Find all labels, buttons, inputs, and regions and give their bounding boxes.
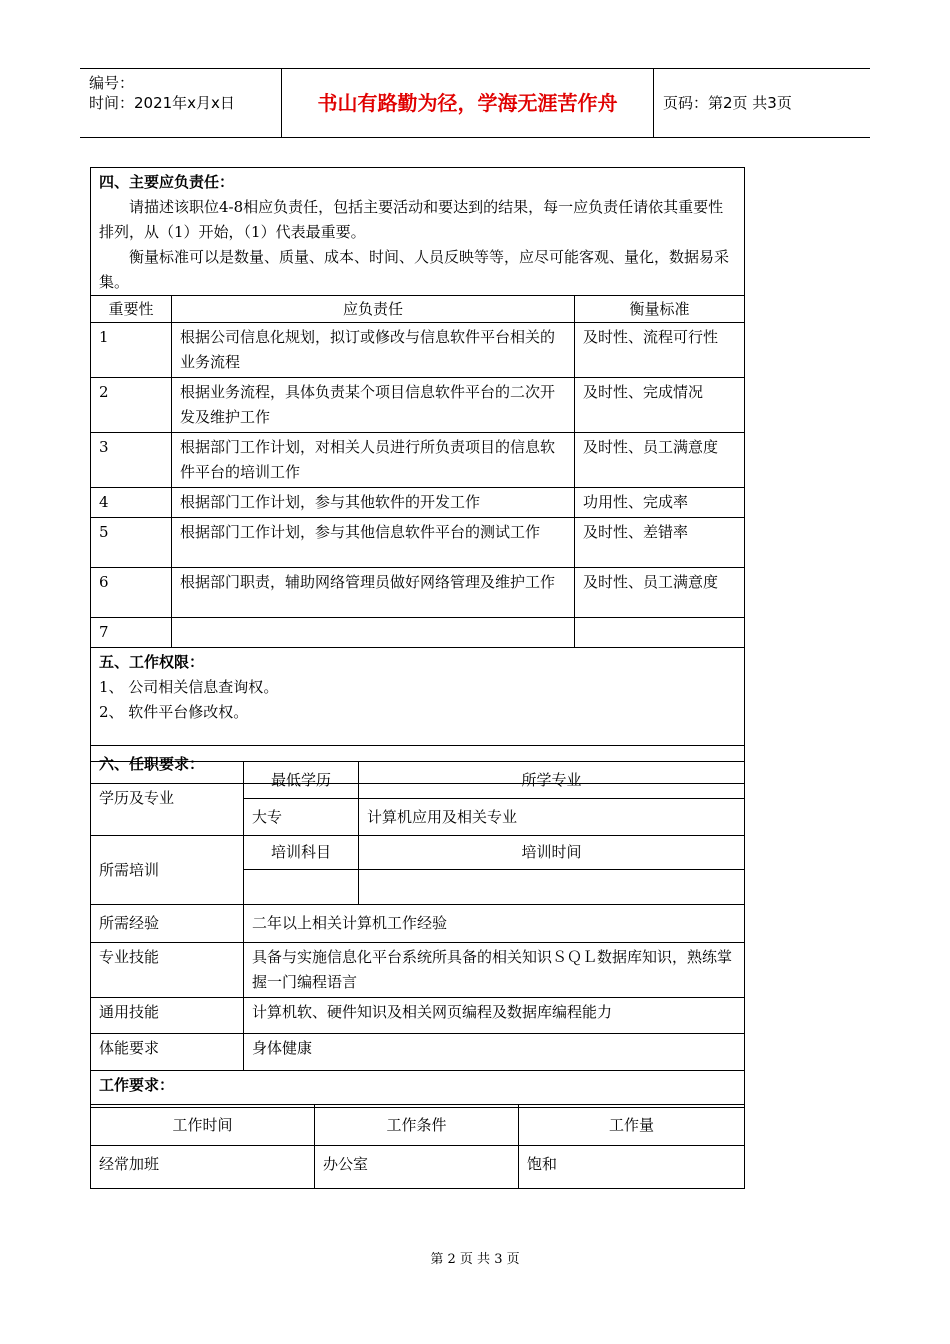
edu-header-major: 所学专业: [359, 762, 745, 799]
train-header-time: 培训时间: [359, 836, 745, 870]
authority-item: 2、 软件平台修改权。: [99, 703, 249, 721]
work-value-load: 饱和: [519, 1146, 745, 1189]
train-value-time: [359, 870, 745, 905]
work-value-time: 经常加班: [91, 1146, 315, 1189]
col-header-metric: 衡量标准: [575, 296, 745, 323]
exp-value: 二年以上相关计算机工作经验: [244, 905, 745, 943]
edu-label: 学历及专业: [91, 762, 244, 836]
table-row: [91, 378, 745, 433]
phys-value: 身体健康: [244, 1034, 745, 1071]
row-metric: [575, 618, 745, 648]
table-row: [91, 323, 745, 378]
general-label: 通用技能: [91, 998, 244, 1034]
work-header-time: 工作时间: [91, 1105, 315, 1146]
work-table: [90, 1104, 745, 1189]
header-motto: 书山有路勤为径，学海无涯苦作舟: [282, 69, 654, 137]
exp-label: 所需经验: [91, 905, 244, 943]
section4-intro: [91, 168, 745, 296]
row-rank: 1: [91, 323, 172, 378]
row-metric: 功用性、完成率: [575, 488, 745, 518]
table-row: [91, 518, 745, 568]
row-duty: [172, 618, 575, 648]
work-header-load: 工作量: [519, 1105, 745, 1146]
section5-title: 五、工作权限：: [99, 653, 205, 671]
header-page-info: 页码：第2页 共3页: [663, 94, 792, 112]
edu-value-major: 计算机应用及相关专业: [359, 799, 745, 836]
row-rank: 6: [91, 568, 172, 618]
row-duty: 根据部门工作计划，对相关人员进行所负责项目的信息软件平台的培训工作: [172, 433, 575, 488]
phys-label: 体能要求: [91, 1034, 244, 1071]
authority-item: 1、 公司相关信息查询权。: [99, 678, 279, 696]
table-row: [91, 433, 745, 488]
number-label: 编号：: [89, 74, 135, 92]
work-header-condition: 工作条件: [315, 1105, 519, 1146]
responsibilities-table: [90, 167, 745, 784]
row-rank: 7: [91, 618, 172, 648]
skill-label: 专业技能: [91, 943, 244, 998]
section4-title: 四、主要应负责任：: [99, 173, 235, 191]
header-meta: [80, 69, 282, 137]
row-metric: 及时性、完成情况: [575, 378, 745, 433]
work-title: 工作要求：: [91, 1071, 745, 1108]
section5-authority: [91, 648, 745, 746]
edu-value-min: 大专: [244, 799, 359, 836]
general-value: 计算机软、硬件知识及相关网页编程及数据库编程能力: [244, 998, 745, 1034]
row-duty: 根据部门工作计划，参与其他信息软件平台的测试工作: [172, 518, 575, 568]
row-duty: 根据部门工作计划，参与其他软件的开发工作: [172, 488, 575, 518]
row-metric: 及时性、差错率: [575, 518, 745, 568]
col-header-duty: 应负责任: [172, 296, 575, 323]
row-rank: 5: [91, 518, 172, 568]
row-rank: 4: [91, 488, 172, 518]
page-header: [80, 68, 870, 138]
work-value-condition: 办公室: [315, 1146, 519, 1189]
page-footer: 第 2 页 共 3 页: [430, 1252, 520, 1267]
row-duty: 根据公司信息化规划，拟订或修改与信息软件平台相关的业务流程: [172, 323, 575, 378]
row-metric: 及时性、员工满意度: [575, 568, 745, 618]
table-row: [91, 618, 745, 648]
section6-title: 六、任职要求：: [91, 746, 745, 784]
row-rank: 2: [91, 378, 172, 433]
train-value-subject: [244, 870, 359, 905]
requirements-table: [90, 761, 745, 1108]
edu-header-min: 最低学历: [244, 762, 359, 799]
row-duty: 根据部门职责，辅助网络管理员做好网络管理及维护工作: [172, 568, 575, 618]
row-duty: 根据业务流程，具体负责某个项目信息软件平台的二次开发及维护工作: [172, 378, 575, 433]
section4-desc2: 衡量标准可以是数量、质量、成本、时间、人员反映等等，应尽可能客观、量化，数据易采集。: [99, 248, 730, 291]
col-header-rank: 重要性: [91, 296, 172, 323]
row-metric: 及时性、员工满意度: [575, 433, 745, 488]
row-rank: 3: [91, 433, 172, 488]
time-label: 时间：2021年x月x日: [89, 94, 235, 112]
section4-desc1: 请描述该职位4-8相应负责任，包括主要活动和要达到的结果，每一应负责任请依其重要性排列，从（1）开始，（1）代表最重要。: [99, 198, 724, 241]
skill-value: 具备与实施信息化平台系统所具备的相关知识ＳＱＬ数据库知识，熟练掌握一门编程语言: [244, 943, 745, 998]
table-row: [91, 488, 745, 518]
table-row: [91, 568, 745, 618]
train-header-subject: 培训科目: [244, 836, 359, 870]
train-label: 所需培训: [91, 836, 244, 905]
row-metric: 及时性、流程可行性: [575, 323, 745, 378]
